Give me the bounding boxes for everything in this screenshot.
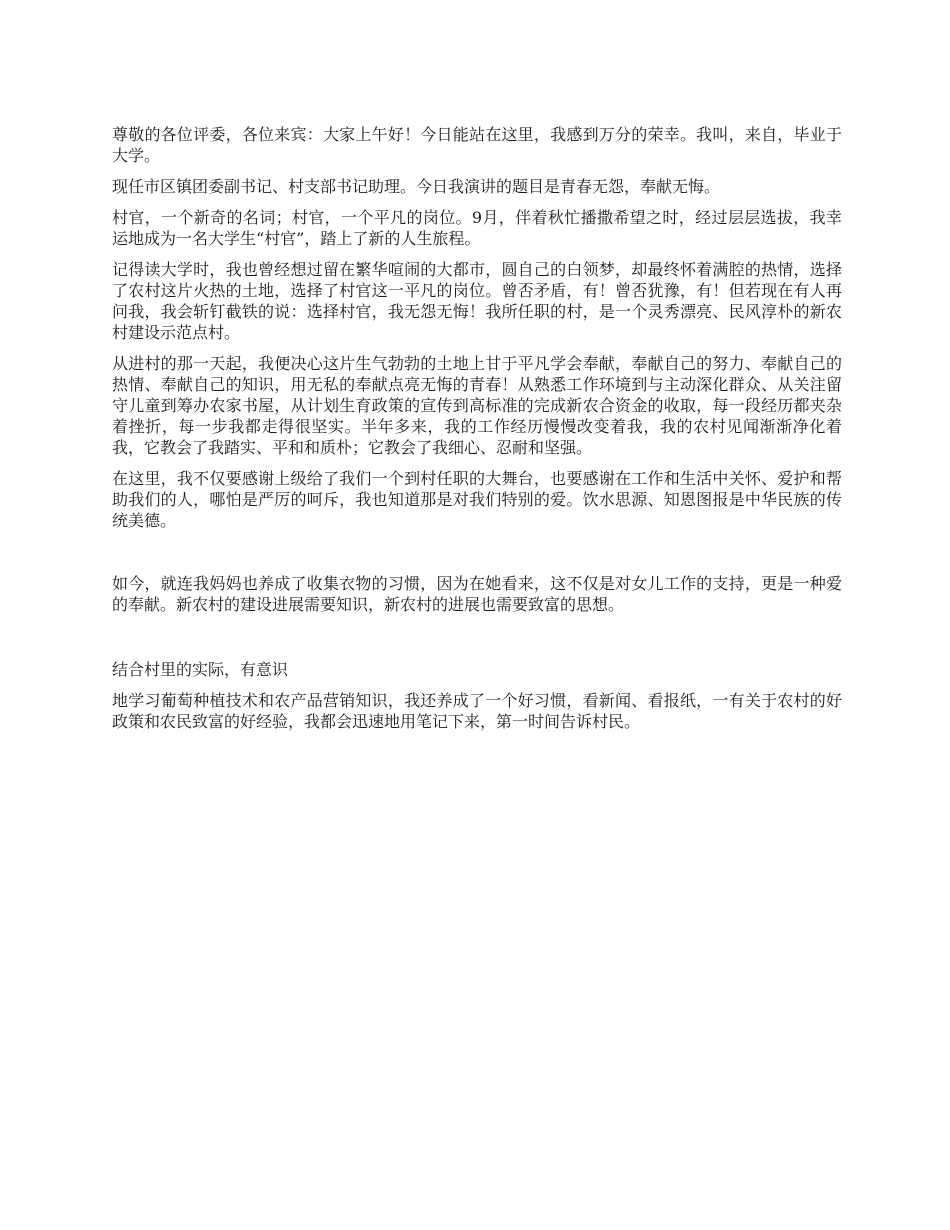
paragraph-mother: 如今，就连我妈妈也养成了收集衣物的习惯，因为在她看来，这不仅是对女儿工作的支持，更是一种爱的奉献。新农村的建设进展需要知识，新农村的进展也需要致富的思想。 [112, 574, 842, 614]
document-body [112, 124, 842, 742]
blank-spacer [112, 625, 842, 659]
paragraph-learning: 地学习葡萄种植技术和农产品营销知识，我还养成了一个好习惯，看新闻、看报纸，一有关于农村的好政策和农民致富的好经验，我都会迅速地用笔记下来，第一时间告诉村民。 [112, 691, 842, 731]
paragraph-combine: 结合村里的实际，有意识 [112, 660, 289, 679]
paragraph-dedication: 从进村的那一天起，我便决心这片生气勃勃的土地上甘于平凡学会奉献，奉献自己的努力、奉献自己的热情、奉献自己的知识，用无私的奉献点亮无悔的青春！从熟悉工作环境到与主动深化群众、从关注留守儿童到筹办农家书屋，从计划生育政策的宣传到高标准的完成新农合资金的收取，每一段经历都夹杂着挫折，每一步我都走得很坚实。半年多来，我的工作经历慢慢改变着我，我的农村见闻渐渐净化着我，它教会了我踏实、平和和质朴；它教会了我细心、忍耐和坚强。 [112, 354, 842, 457]
blank-spacer [112, 541, 842, 573]
paragraph-position: 现任市区镇团委副书记、村支部书记助理。今日我演讲的题目是青春无怨，奉献无悔。 [112, 177, 721, 196]
paragraph-university-memory: 记得读大学时，我也曾经想过留在繁华喧闹的大都市，圆自己的白领梦，却最终怀着满腔的热情，选择了农村这片火热的土地，选择了村官这一平凡的岗位。曾否矛盾，有！曾否犹豫，有！但若现在有人再问我，我会斩钉截铁的说：选择村官，我无怨无悔！我所任职的村，是一个灵秀漂亮、民风淳朴的新农村建设示范点村。 [112, 260, 842, 342]
paragraph-greeting: 尊敬的各位评委，各位来宾：大家上午好！今日能站在这里，我感到万分的荣幸。我叫，来自，毕业于大学。 [112, 125, 842, 165]
paragraph-village-official: 村官，一个新奇的名词；村官，一个平凡的岗位。9月，伴着秋忙播撒希望之时，经过层层选拔，我幸运地成为一名大学生“村官”，踏上了新的人生旅程。 [112, 208, 842, 248]
paragraph-gratitude: 在这里，我不仅要感谢上级给了我们一个到村任职的大舞台，也要感谢在工作和生活中关怀、爱护和帮助我们的人，哪怕是严厉的呵斥，我也知道那是对我们特别的爱。饮水思源、知恩图报是中华民族的传统美德。 [112, 469, 842, 530]
